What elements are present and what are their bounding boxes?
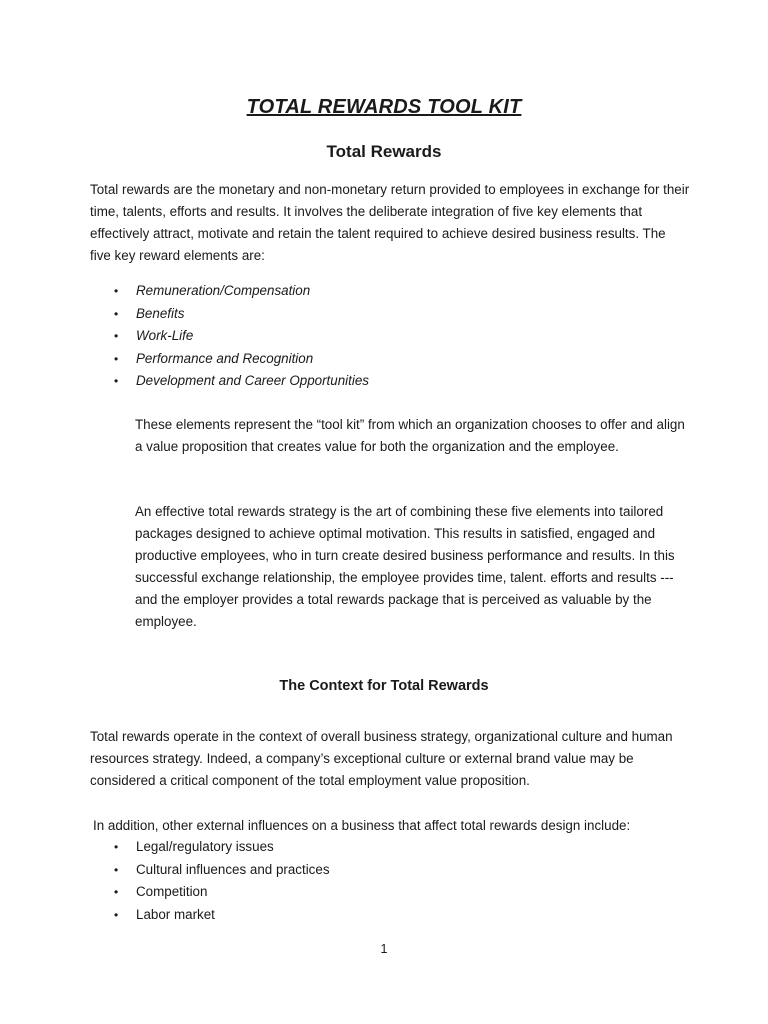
list-item [0,348,369,371]
list-item-text: Development and Career Opportunities [136,373,369,389]
list-item-text: Labor market [136,906,215,922]
bullet-icon: • [114,284,119,298]
context-paragraph: Total rewards operate in the context of overall business strategy, organizational culture and human resources strategy. Indeed, a company’s exceptional culture or external brand value may be considered a critical component of the total employment value proposition. [90,729,673,788]
tool-kit-paragraph: These elements represent the “tool kit” from which an organization chooses to offer and align a value proposition that creates value for both the organization and the employee. [135,417,685,454]
list-item [0,881,330,904]
bullet-icon: • [114,374,119,389]
list-item [0,836,330,859]
page-number: 1 [380,942,388,956]
list-item [0,303,369,326]
section-heading-total-rewards: Total Rewards [326,142,442,161]
list-item-text: Performance and Recognition [136,350,314,366]
list-item-text: Legal/regulatory issues [136,839,274,854]
document-title: TOTAL REWARDS TOOL KIT [246,96,522,118]
list-item-text: Benefits [136,305,185,321]
section-heading-context: The Context for Total Rewards [279,678,489,694]
list-item [0,904,330,927]
list-item [0,325,369,348]
list-item-text: Cultural influences and practices [136,861,330,877]
list-item [0,280,369,303]
bullet-icon: • [114,306,119,321]
list-item-text: Remuneration/Compensation [136,283,311,298]
influences-intro: In addition, other external influences on a business that affect total rewards design include: [93,818,631,833]
bullet-icon: • [114,329,119,344]
bullet-icon: • [114,840,119,854]
bullet-icon: • [114,885,119,900]
bullet-icon: • [114,351,119,366]
external-influences-list [0,836,330,926]
bullet-icon: • [114,907,119,922]
bullet-icon: • [114,862,119,877]
strategy-paragraph: An effective total rewards strategy is the art of combining these five elements into tailored packages designed to achieve optimal motivation. This results in satisfied, engaged and productive employees, who in turn create desired business performance and results. In this successful exchange relationship, the employee provides time, talent. efforts and results --- and the employer provides a total rewards package that is perceived as valuable by the employee. [135,504,675,629]
list-item-text: Work-Life [136,328,194,344]
list-item-text: Competition [136,884,208,900]
list-item [0,370,369,393]
reward-elements-list [0,280,369,393]
intro-paragraph: Total rewards are the monetary and non-monetary return provided to employees in exchange for their time, talents, efforts and results. It involves the deliberate integration of five key elements that effectively attract, motivate and retain the talent required to achieve desired business results. The five key reward elements are: [90,182,690,263]
list-item [0,859,330,882]
